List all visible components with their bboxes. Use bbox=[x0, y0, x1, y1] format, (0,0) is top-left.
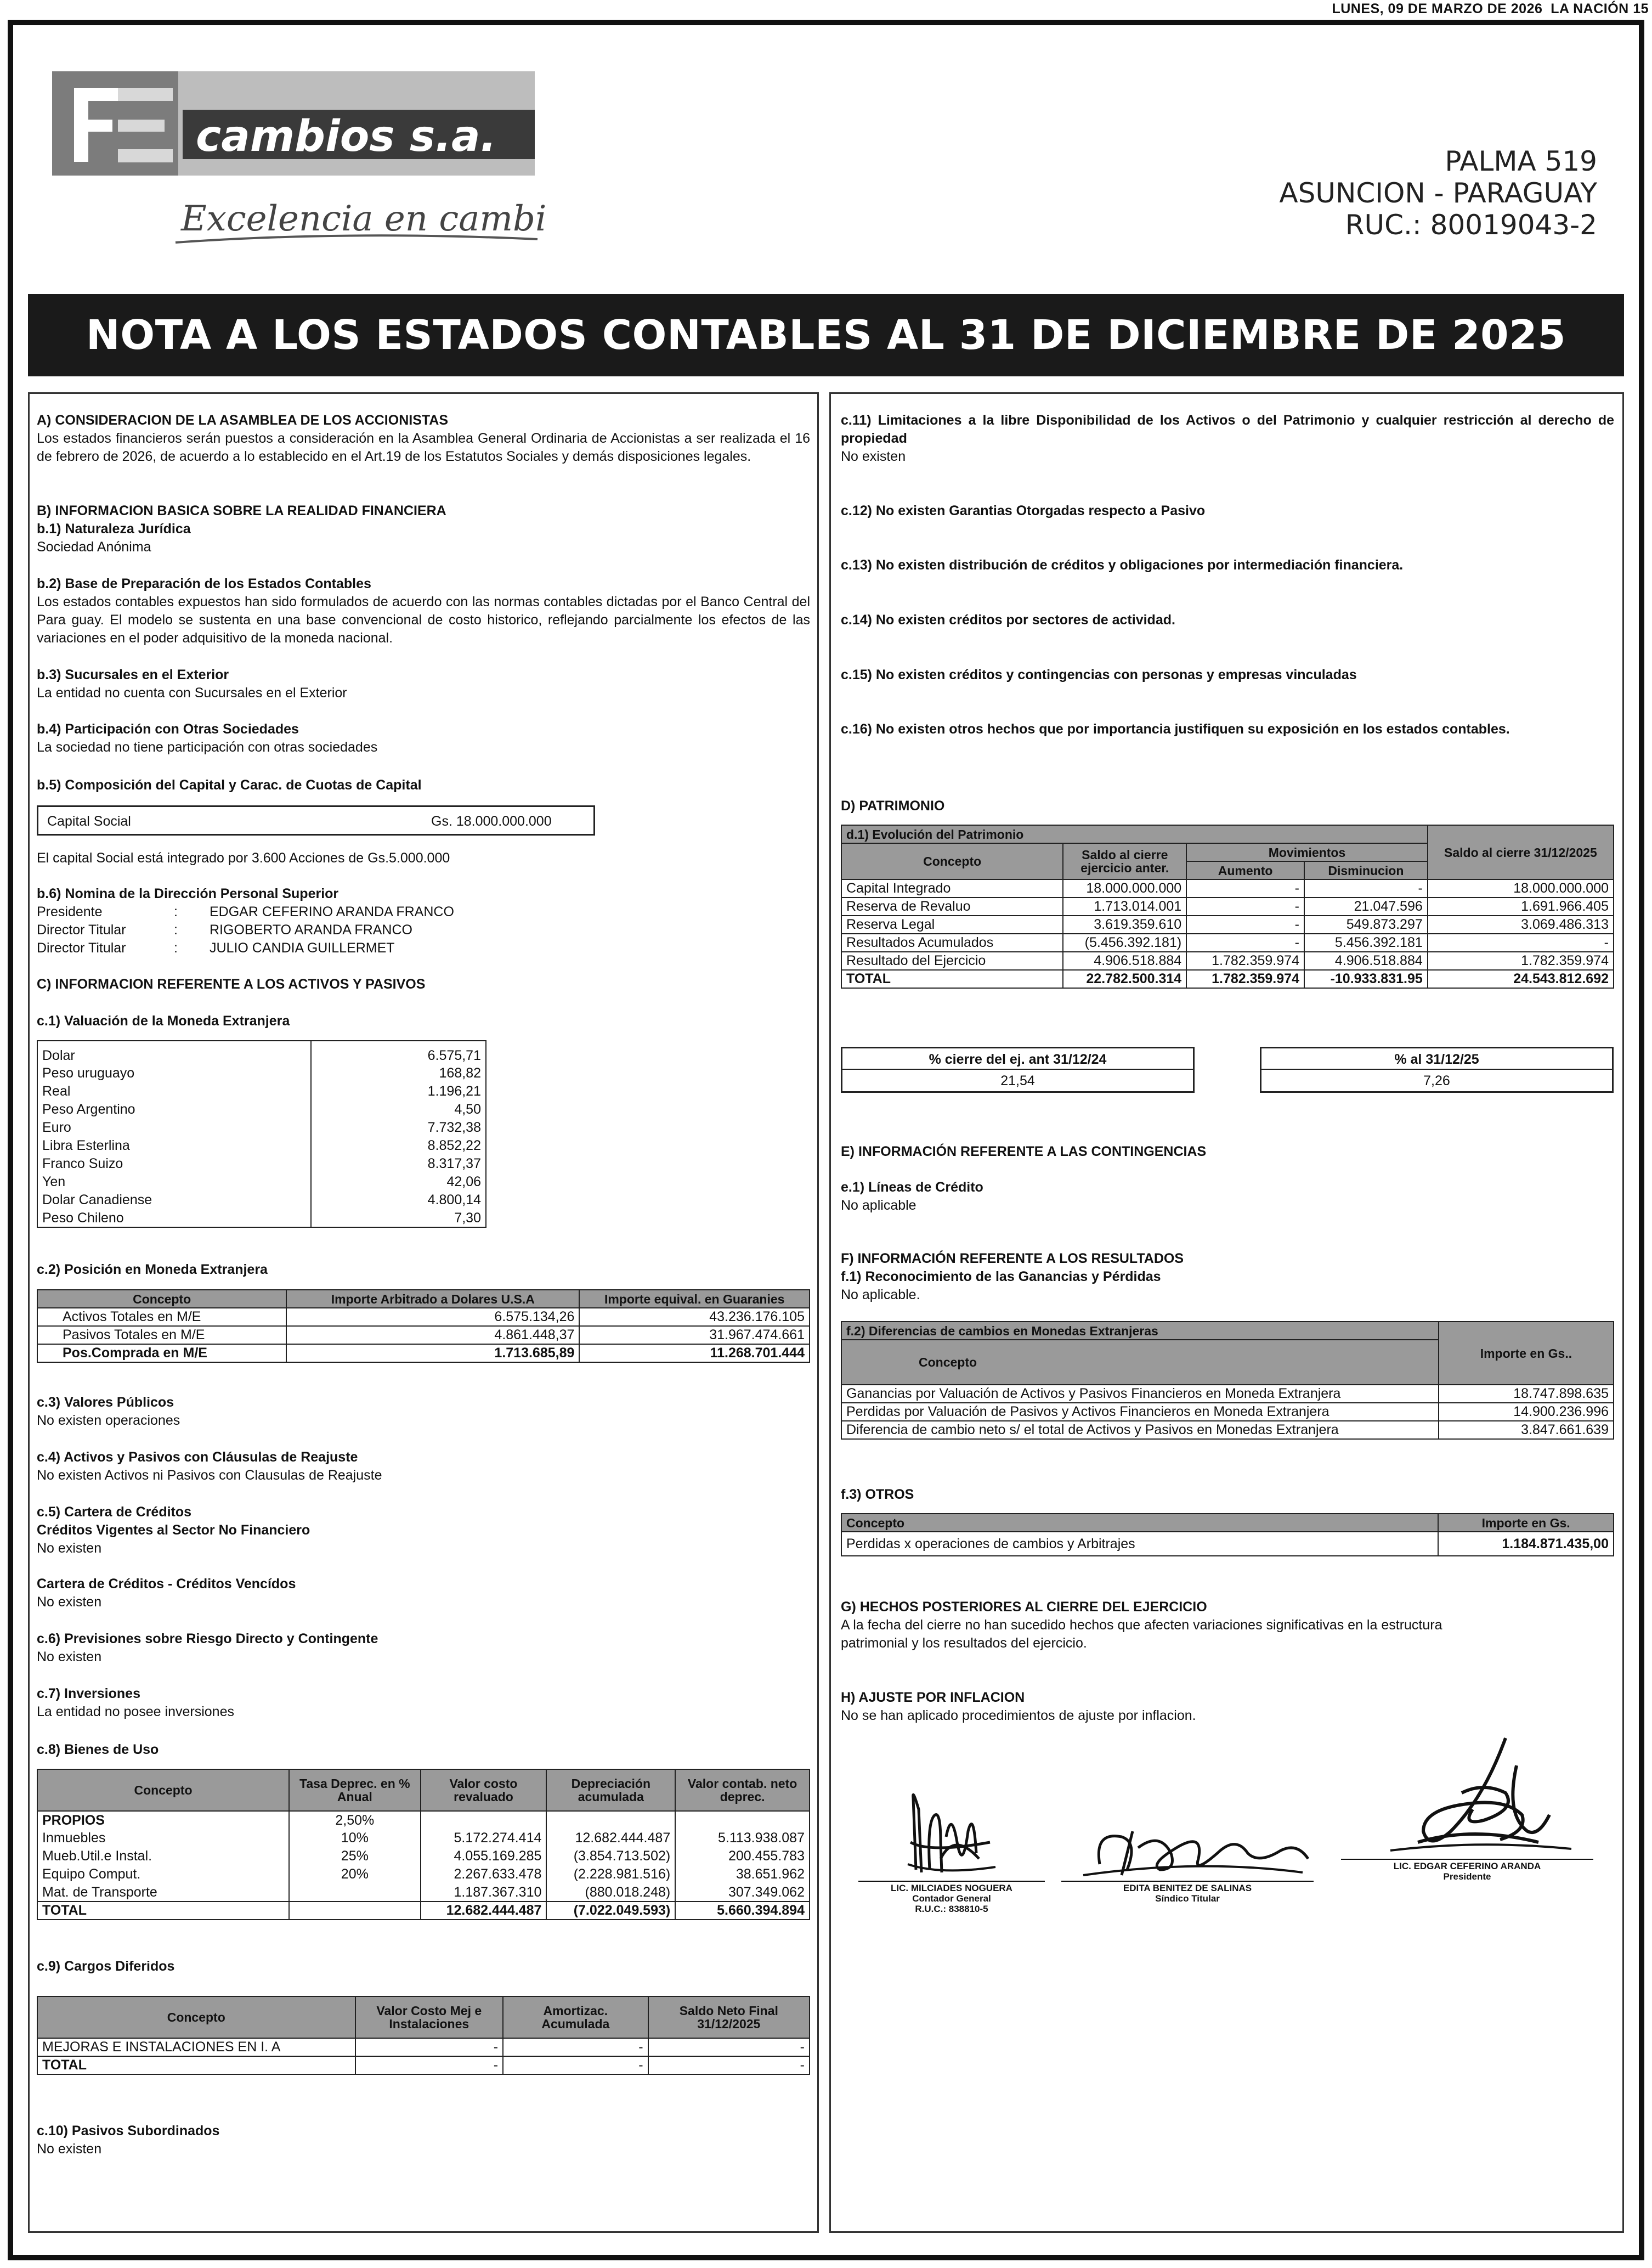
currency-value: 8.317,37 bbox=[311, 1155, 486, 1173]
currency-value: 4,50 bbox=[311, 1101, 486, 1119]
equity-dec: 21.047.596 bbox=[1304, 898, 1428, 916]
fx-diff-amount: 14.900.236.996 bbox=[1439, 1403, 1614, 1421]
section-f-title: F) INFORMACIÓN REFERENTE A LOS RESULTADOS bbox=[841, 1251, 1184, 1266]
pct-prev-box bbox=[841, 1047, 1195, 1093]
capital-social-value: Gs. 18.000.000.000 bbox=[431, 814, 552, 829]
currency-name: Peso Chileno bbox=[37, 1209, 311, 1227]
equity-dec: - bbox=[1304, 879, 1428, 898]
pct-prev-value: 21,54 bbox=[1000, 1073, 1035, 1088]
asset-rate bbox=[289, 1883, 420, 1902]
currency-name: Peso Argentino bbox=[37, 1101, 311, 1119]
currency-value: 6.575,71 bbox=[311, 1041, 486, 1064]
table-row bbox=[841, 1421, 1614, 1439]
capital-social-box bbox=[37, 805, 595, 836]
c4-title: c.4) Activos y Pasivos con Cláusulas de Reajuste bbox=[37, 1449, 358, 1465]
equity-close: 1.782.359.974 bbox=[1428, 952, 1614, 970]
d1-header-prev: Saldo al cierre ejercicio anter. bbox=[1063, 843, 1186, 879]
c1-title: c.1) Valuación de la Moneda Extranjera bbox=[37, 1013, 290, 1029]
equity-inc: - bbox=[1186, 934, 1304, 952]
address-ruc: RUC.: 80019043-2 bbox=[1345, 209, 1597, 241]
director-role: Director Titular bbox=[37, 940, 126, 956]
currency-name: Yen bbox=[37, 1173, 311, 1191]
b4-text: La sociedad no tiene participación con otras sociedades bbox=[37, 740, 378, 755]
masthead bbox=[1332, 1, 1649, 17]
fx-differences-table bbox=[841, 1321, 1614, 1440]
c16-text: c.16) No existen otros hechos que por importancia justifiquen su exposición en los estados contables. bbox=[841, 721, 1510, 737]
director-name: JULIO CANDIA GUILLERMET bbox=[210, 940, 395, 956]
asset-net: 307.349.062 bbox=[675, 1883, 810, 1902]
c9-header-amort: Amortizac. Acumulada bbox=[503, 1996, 648, 2038]
director-row bbox=[37, 903, 585, 921]
table-row bbox=[37, 2038, 810, 2056]
d1-header-close: Saldo al cierre 31/12/2025 bbox=[1428, 825, 1614, 879]
currency-name: Peso uruguayo bbox=[37, 1064, 311, 1082]
asset-rate: 25% bbox=[289, 1847, 420, 1865]
signature-president-name: LIC. EDGAR CEFERINO ARANDA bbox=[1393, 1861, 1541, 1871]
c7-title: c.7) Inversiones bbox=[37, 1686, 140, 1701]
currency-row bbox=[37, 1082, 486, 1101]
equity-dec: 549.873.297 bbox=[1304, 916, 1428, 934]
director-sep: : bbox=[174, 940, 178, 956]
fixed-assets-table bbox=[37, 1769, 810, 1920]
asset-concept: Mueb.Util.e Instal. bbox=[37, 1847, 289, 1865]
c5b-title: Cartera de Créditos - Créditos Vencídos bbox=[37, 1576, 296, 1592]
equity-concept: Resultados Acumulados bbox=[841, 934, 1063, 952]
table-row bbox=[841, 952, 1614, 970]
table-total-row bbox=[37, 1902, 810, 1920]
deferred-cost: - bbox=[355, 2038, 503, 2056]
capital-social-label: Capital Social bbox=[47, 814, 131, 829]
equity-prev: (5.456.392.181) bbox=[1063, 934, 1186, 952]
director-sep: : bbox=[174, 904, 178, 919]
asset-net: 5.113.938.087 bbox=[675, 1829, 810, 1847]
c5-subtitle: Créditos Vigentes al Sector No Financiero bbox=[37, 1522, 310, 1538]
c2-header-usd: Importe Arbitrado a Dolares U.S.A bbox=[286, 1290, 579, 1308]
c2-title: c.2) Posición en Moneda Extranjera bbox=[37, 1262, 268, 1277]
masthead-date: LUNES, 09 DE MARZO DE 2026 bbox=[1332, 1, 1543, 16]
asset-concept: Equipo Comput. bbox=[37, 1865, 289, 1883]
deferred-net: - bbox=[648, 2038, 810, 2056]
section-h-text: No se han aplicado procedimientos de ajuste por inflacion. bbox=[841, 1708, 1196, 1723]
equity-total-prev: 22.782.500.314 bbox=[1063, 970, 1186, 988]
f2-title: f.2) Diferencias de cambios en Monedas Extranjeras bbox=[841, 1322, 1439, 1340]
b3-title: b.3) Sucursales en el Exterior bbox=[37, 667, 229, 682]
equity-concept: Reserva Legal bbox=[841, 916, 1063, 934]
table-row bbox=[841, 1403, 1614, 1421]
section-a-title: A) CONSIDERACION DE LA ASAMBLEA DE LOS ACCIONISTAS bbox=[37, 413, 449, 428]
asset-rate: 10% bbox=[289, 1829, 420, 1847]
b6-title: b.6) Nomina de la Dirección Personal Superior bbox=[37, 886, 339, 901]
asset-cost: 4.055.169.285 bbox=[421, 1847, 547, 1865]
asset-dep: (880.018.248) bbox=[546, 1883, 675, 1902]
director-row bbox=[37, 939, 585, 957]
section-d-title: D) PATRIMONIO bbox=[841, 798, 945, 814]
fx-total-concept: Pos.Comprada en M/E bbox=[37, 1344, 286, 1362]
b5-text: El capital Social está integrado por 3.600 Acciones de Gs.5.000.000 bbox=[37, 850, 450, 866]
c8-header-concept: Concepto bbox=[37, 1769, 289, 1811]
c10-text: No existen bbox=[37, 2141, 102, 2157]
asset-concept: PROPIOS bbox=[37, 1811, 289, 1829]
asset-net: 200.455.783 bbox=[675, 1847, 810, 1865]
company-address bbox=[1213, 145, 1597, 241]
d1-header-concept: Concepto bbox=[841, 843, 1063, 879]
table-row bbox=[37, 1811, 810, 1829]
logo-brand-text: cambios s.a. bbox=[196, 112, 497, 161]
c14-text: c.14) No existen créditos por sectores de actividad. bbox=[841, 612, 1175, 628]
c2-header-concept: Concepto bbox=[37, 1290, 286, 1308]
table-row bbox=[37, 1883, 810, 1902]
equity-prev: 1.713.014.001 bbox=[1063, 898, 1186, 916]
e1-text: No aplicable bbox=[841, 1198, 916, 1213]
b5-title: b.5) Composición del Capital y Carac. de Cuotas de Capital bbox=[37, 777, 422, 793]
deferred-concept: MEJORAS E INSTALACIONES EN I. A bbox=[37, 2038, 355, 2056]
director-role: Presidente bbox=[37, 904, 103, 919]
table-row bbox=[37, 1326, 810, 1344]
currency-value: 4.800,14 bbox=[311, 1191, 486, 1209]
asset-total-rate bbox=[289, 1902, 420, 1920]
f3-header-concept: Concepto bbox=[841, 1514, 1438, 1532]
address-city: ASUNCION - PARAGUAY bbox=[1279, 177, 1597, 209]
asset-dep: (3.854.713.502) bbox=[546, 1847, 675, 1865]
currency-name: Franco Suizo bbox=[37, 1155, 311, 1173]
section-a-text: Los estados financieros serán puestos a consideración en la Asamblea General Ordinaria de Accionistas a ser realizada el 16 de febrero de 2026, de acuerdo a lo establecido en el Art.19 de los Estatutos Sociales y demás disposiciones legales. bbox=[37, 431, 810, 464]
asset-cost: 2.267.633.478 bbox=[421, 1865, 547, 1883]
fx-concept: Activos Totales en M/E bbox=[37, 1308, 286, 1326]
asset-cost bbox=[421, 1811, 547, 1829]
equity-inc: - bbox=[1186, 916, 1304, 934]
table-row bbox=[841, 879, 1614, 898]
currency-row bbox=[37, 1064, 486, 1082]
currency-name: Real bbox=[37, 1082, 311, 1101]
deferred-charges-table bbox=[37, 1996, 810, 2075]
currency-value: 7.732,38 bbox=[311, 1119, 486, 1137]
section-e-title: E) INFORMACIÓN REFERENTE A LAS CONTINGENCIAS bbox=[841, 1144, 1207, 1159]
c8-header-net: Valor contab. neto deprec. bbox=[675, 1769, 810, 1811]
c15-text: c.15) No existen créditos y contingencias con personas y empresas vinculadas bbox=[841, 667, 1357, 682]
table-row bbox=[37, 1847, 810, 1865]
asset-total-net: 5.660.394.894 bbox=[675, 1902, 810, 1920]
asset-cost: 1.187.367.310 bbox=[421, 1883, 547, 1902]
equity-close: 18.000.000.000 bbox=[1428, 879, 1614, 898]
c11-title: c.11) Limitaciones a la libre Disponibilidad de los Activos o del Patrimonio y cualquier restricción al derecho de propiedad bbox=[841, 413, 1614, 446]
left-column bbox=[28, 392, 819, 2233]
c9-header-concept: Concepto bbox=[37, 1996, 355, 2038]
signature-president-role: Presidente bbox=[1443, 1871, 1491, 1882]
equity-prev: 4.906.518.884 bbox=[1063, 952, 1186, 970]
b3-text: La entidad no cuenta con Sucursales en el Exterior bbox=[37, 685, 347, 701]
currency-row bbox=[37, 1155, 486, 1173]
table-row bbox=[37, 1308, 810, 1326]
equity-concept: Reserva de Revaluo bbox=[841, 898, 1063, 916]
deferred-total-concept: TOTAL bbox=[37, 2056, 355, 2074]
equity-close: - bbox=[1428, 934, 1614, 952]
signature-syndic bbox=[1061, 1798, 1314, 1904]
deferred-total-net: - bbox=[648, 2056, 810, 2074]
fx-gs: 31.967.474.661 bbox=[579, 1326, 810, 1344]
b1-title: b.1) Naturaleza Jurídica bbox=[37, 521, 191, 537]
f3-header-amount: Importe en Gs. bbox=[1438, 1514, 1614, 1532]
page-title: NOTA A LOS ESTADOS CONTABLES AL 31 DE DICIEMBRE DE 2025 bbox=[28, 294, 1624, 376]
section-c-title: C) INFORMACION REFERENTE A LOS ACTIVOS Y PASIVOS bbox=[37, 977, 426, 992]
fx-usd: 6.575.134,26 bbox=[286, 1308, 579, 1326]
signature-president-scribble bbox=[1341, 1733, 1593, 1859]
fx-position-table bbox=[37, 1289, 810, 1363]
asset-concept: Inmuebles bbox=[37, 1829, 289, 1847]
table-row bbox=[841, 898, 1614, 916]
address-street: PALMA 519 bbox=[1445, 145, 1597, 177]
currency-row bbox=[37, 1209, 486, 1227]
section-b-title: B) INFORMACION BASICA SOBRE LA REALIDAD FINANCIERA bbox=[37, 503, 446, 518]
c8-header-rate: Tasa Deprec. en % Anual bbox=[289, 1769, 420, 1811]
signature-syndic-role: Síndico Titular bbox=[1155, 1893, 1220, 1904]
d1-title: d.1) Evolución del Patrimonio bbox=[841, 825, 1428, 843]
c13-text: c.13) No existen distribución de créditos y obligaciones por intermediación financiera. bbox=[841, 557, 1404, 573]
equity-inc: - bbox=[1186, 879, 1304, 898]
c4-text: No existen Activos ni Pasivos con Clausulas de Reajuste bbox=[37, 1468, 382, 1483]
company-logo bbox=[52, 66, 546, 255]
fx-total-gs: 11.268.701.444 bbox=[579, 1344, 810, 1362]
currency-value: 7,30 bbox=[311, 1209, 486, 1227]
equity-dec: 5.456.392.181 bbox=[1304, 934, 1428, 952]
table-total-row bbox=[841, 970, 1614, 988]
f1-title: f.1) Reconocimiento de las Ganancias y Pérdidas bbox=[841, 1269, 1161, 1284]
others-table bbox=[841, 1513, 1614, 1556]
b4-title: b.4) Participación con Otras Sociedades bbox=[37, 721, 299, 737]
section-g-title: G) HECHOS POSTERIORES AL CIERRE DEL EJERCICIO bbox=[841, 1599, 1207, 1615]
f2-header-concept: Concepto bbox=[841, 1340, 1439, 1385]
fx-total-usd: 1.713.685,89 bbox=[286, 1344, 579, 1362]
fx-diff-amount: 18.747.898.635 bbox=[1439, 1385, 1614, 1403]
c6-title: c.6) Previsiones sobre Riesgo Directo y Contingente bbox=[37, 1631, 378, 1646]
c8-title: c.8) Bienes de Uso bbox=[37, 1742, 159, 1757]
asset-net bbox=[675, 1811, 810, 1829]
right-column bbox=[829, 392, 1624, 2233]
signature-syndic-name: EDITA BENITEZ DE SALINAS bbox=[1123, 1883, 1252, 1893]
currency-name: Dolar Canadiense bbox=[37, 1191, 311, 1209]
fx-diff-amount: 3.847.661.639 bbox=[1439, 1421, 1614, 1439]
pct-current-label: % al 31/12/25 bbox=[1261, 1051, 1612, 1070]
fx-usd: 4.861.448,37 bbox=[286, 1326, 579, 1344]
asset-dep: 12.682.444.487 bbox=[546, 1829, 675, 1847]
fx-diff-concept: Ganancias por Valuación de Activos y Pasivos Financieros en Moneda Extranjera bbox=[841, 1385, 1439, 1403]
f2-header-amount: Importe en Gs.. bbox=[1439, 1322, 1614, 1385]
fx-concept: Pasivos Totales en M/E bbox=[37, 1326, 286, 1344]
asset-net: 38.651.962 bbox=[675, 1865, 810, 1883]
signature-syndic-scribble bbox=[1061, 1798, 1314, 1881]
asset-concept: Mat. de Transporte bbox=[37, 1883, 289, 1902]
c9-header-cost: Valor Costo Mej e Instalaciones bbox=[355, 1996, 503, 2038]
asset-rate: 20% bbox=[289, 1865, 420, 1883]
currency-name: Euro bbox=[37, 1119, 311, 1137]
currency-row bbox=[37, 1041, 486, 1064]
directors-list bbox=[37, 903, 585, 957]
signature-president bbox=[1341, 1733, 1593, 1882]
deferred-total-amort: - bbox=[503, 2056, 648, 2074]
c9-title: c.9) Cargos Diferidos bbox=[37, 1959, 175, 1974]
equity-concept: Capital Integrado bbox=[841, 879, 1063, 898]
e1-title: e.1) Líneas de Crédito bbox=[841, 1180, 983, 1195]
equity-prev: 18.000.000.000 bbox=[1063, 879, 1186, 898]
pct-prev-label: % cierre del ej. ant 31/12/24 bbox=[842, 1051, 1193, 1070]
asset-dep bbox=[546, 1811, 675, 1829]
section-h-title: H) AJUSTE POR INFLACION bbox=[841, 1690, 1025, 1705]
c8-header-dep: Depreciación acumulada bbox=[546, 1769, 675, 1811]
asset-cost: 5.172.274.414 bbox=[421, 1829, 547, 1847]
table-total-row bbox=[37, 1344, 810, 1362]
c5b-text: No existen bbox=[37, 1594, 102, 1610]
equity-dec: 4.906.518.884 bbox=[1304, 952, 1428, 970]
deferred-amort: - bbox=[503, 2038, 648, 2056]
c8-header-cost: Valor costo revaluado bbox=[421, 1769, 547, 1811]
pct-current-value: 7,26 bbox=[1423, 1073, 1450, 1088]
masthead-page: 15 bbox=[1633, 1, 1649, 16]
signature-accountant-id: R.U.C.: 838810-5 bbox=[915, 1904, 988, 1914]
equity-close: 1.691.966.405 bbox=[1428, 898, 1614, 916]
deferred-total-cost: - bbox=[355, 2056, 503, 2074]
currency-name: Dolar bbox=[37, 1041, 311, 1064]
table-row bbox=[37, 1829, 810, 1847]
c3-text: No existen operaciones bbox=[37, 1413, 180, 1428]
b2-text: Los estados contables expuestos han sido formulados de acuerdo con las normas contables dictadas por el Banco Central del Para guay. El modelo se sustenta en una base convencional de costo historico, reflejando parcialmente los efectos de las variaciones en el poder adquisitivo de la moneda nacional. bbox=[37, 594, 810, 646]
equity-prev: 3.619.359.610 bbox=[1063, 916, 1186, 934]
signature-accountant-role: Contador General bbox=[912, 1893, 991, 1904]
signature-accountant-scribble bbox=[858, 1776, 1045, 1881]
equity-total-concept: TOTAL bbox=[841, 970, 1063, 988]
d1-header-dec: Disminucion bbox=[1304, 861, 1428, 879]
currency-row bbox=[37, 1137, 486, 1155]
c5-title: c.5) Cartera de Créditos bbox=[37, 1504, 192, 1520]
currency-value: 1.196,21 bbox=[311, 1082, 486, 1101]
asset-dep: (2.228.981.516) bbox=[546, 1865, 675, 1883]
c6-text: No existen bbox=[37, 1649, 102, 1665]
asset-total-concept: TOTAL bbox=[37, 1902, 289, 1920]
currency-row bbox=[37, 1101, 486, 1119]
asset-total-dep: (7.022.049.593) bbox=[546, 1902, 675, 1920]
fx-gs: 43.236.176.105 bbox=[579, 1308, 810, 1326]
director-row bbox=[37, 921, 585, 939]
currency-value: 8.852,22 bbox=[311, 1137, 486, 1155]
b2-title: b.2) Base de Preparación de los Estados Contables bbox=[37, 576, 371, 591]
f3-concept: Perdidas x operaciones de cambios y Arbitrajes bbox=[841, 1532, 1438, 1556]
c10-title: c.10) Pasivos Subordinados bbox=[37, 2123, 220, 2139]
table-row bbox=[841, 1385, 1614, 1403]
equity-close: 3.069.486.313 bbox=[1428, 916, 1614, 934]
b1-text: Sociedad Anónima bbox=[37, 539, 151, 555]
equity-inc: - bbox=[1186, 898, 1304, 916]
equity-total-close: 24.543.812.692 bbox=[1428, 970, 1614, 988]
signature-accountant bbox=[858, 1776, 1045, 1914]
table-row bbox=[841, 916, 1614, 934]
c12-text: c.12) No existen Garantias Otorgadas respecto a Pasivo bbox=[841, 503, 1206, 518]
currency-name: Libra Esterlina bbox=[37, 1137, 311, 1155]
table-row bbox=[37, 1865, 810, 1883]
section-g-text: A la fecha del cierre no han sucedido hechos que afecten variaciones significativas en la estructura patrimonial y los resultados del ejercicio. bbox=[841, 1617, 1442, 1651]
d1-header-inc: Aumento bbox=[1186, 861, 1304, 879]
f1-text: No aplicable. bbox=[841, 1287, 920, 1302]
currency-value: 168,82 bbox=[311, 1064, 486, 1082]
c5-text: No existen bbox=[37, 1541, 102, 1556]
currency-table bbox=[37, 1040, 486, 1228]
fx-diff-concept: Diferencia de cambio neto s/ el total de Activos y Pasivos en Monedas Extranjera bbox=[841, 1421, 1439, 1439]
currency-value: 42,06 bbox=[311, 1173, 486, 1191]
equity-total-inc: 1.782.359.974 bbox=[1186, 970, 1304, 988]
currency-row bbox=[37, 1191, 486, 1209]
f3-amount: 1.184.871.435,00 bbox=[1438, 1532, 1614, 1556]
asset-rate: 2,50% bbox=[289, 1811, 420, 1829]
currency-row bbox=[37, 1119, 486, 1137]
director-name: RIGOBERTO ARANDA FRANCO bbox=[210, 922, 412, 938]
currency-row bbox=[37, 1173, 486, 1191]
masthead-paper: LA NACIÓN bbox=[1551, 1, 1629, 16]
fx-diff-concept: Perdidas por Valuación de Pasivos y Activos Financieros en Moneda Extranjera bbox=[841, 1403, 1439, 1421]
table-row bbox=[841, 934, 1614, 952]
director-role: Director Titular bbox=[37, 922, 126, 938]
d1-header-mov: Movimientos bbox=[1186, 843, 1428, 861]
f3-title: f.3) OTROS bbox=[841, 1487, 914, 1502]
equity-inc: 1.782.359.974 bbox=[1186, 952, 1304, 970]
logo-slogan: Excelencia en cambios bbox=[181, 199, 546, 239]
c7-text: La entidad no posee inversiones bbox=[37, 1704, 234, 1719]
equity-evolution-table bbox=[841, 825, 1614, 989]
c2-header-gs: Importe equival. en Guaranies bbox=[579, 1290, 810, 1308]
director-name: EDGAR CEFERINO ARANDA FRANCO bbox=[210, 904, 454, 919]
c11-text: No existen bbox=[841, 449, 906, 464]
asset-total-cost: 12.682.444.487 bbox=[421, 1902, 547, 1920]
table-total-row bbox=[37, 2056, 810, 2074]
c3-title: c.3) Valores Públicos bbox=[37, 1395, 174, 1410]
equity-total-dec: -10.933.831.95 bbox=[1304, 970, 1428, 988]
signature-accountant-name: LIC. MILCIADES NOGUERA bbox=[891, 1883, 1012, 1893]
equity-concept: Resultado del Ejercicio bbox=[841, 952, 1063, 970]
director-sep: : bbox=[174, 922, 178, 938]
logo-graphic bbox=[52, 66, 546, 255]
c9-header-net: Saldo Neto Final 31/12/2025 bbox=[648, 1996, 810, 2038]
pct-current-box bbox=[1260, 1047, 1614, 1093]
